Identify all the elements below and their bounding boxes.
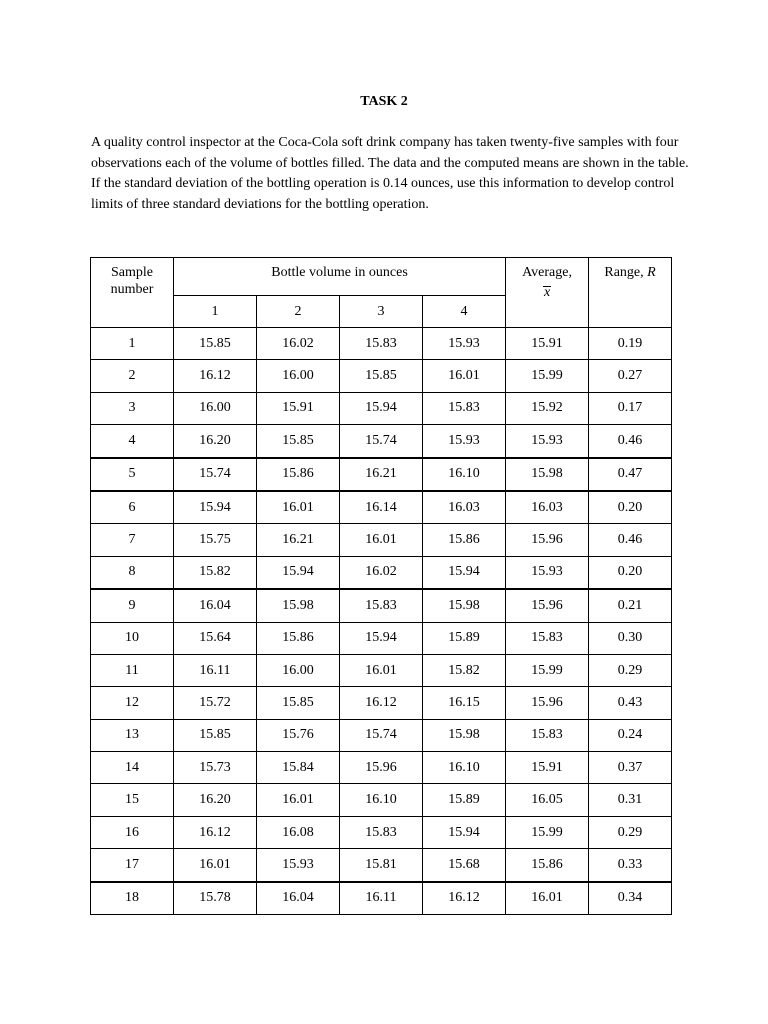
observation-cell: 16.04	[174, 589, 257, 622]
sample-cell: 6	[91, 491, 174, 524]
observation-cell: 15.94	[257, 556, 340, 589]
header-sample-line2: number	[110, 282, 154, 297]
range-cell: 0.27	[589, 360, 672, 392]
observation-cell: 15.68	[423, 849, 506, 882]
observation-cell: 15.93	[423, 425, 506, 458]
observation-cell: 16.20	[174, 784, 257, 816]
header-observation-3: 3	[340, 296, 423, 328]
bottle-volume-table	[90, 257, 672, 915]
sample-cell: 15	[91, 784, 174, 816]
observation-cell: 15.72	[174, 687, 257, 719]
range-cell: 0.20	[589, 491, 672, 524]
observation-cell: 15.76	[257, 719, 340, 751]
observation-cell: 15.83	[340, 328, 423, 360]
table-row	[91, 687, 672, 719]
observation-cell: 16.10	[340, 784, 423, 816]
sample-cell: 17	[91, 849, 174, 882]
x-bar-symbol: x	[543, 285, 551, 300]
table-row	[91, 458, 672, 491]
header-bottle-volume: Bottle volume in ounces	[174, 258, 506, 296]
table-row	[91, 654, 672, 686]
observation-cell: 15.74	[340, 425, 423, 458]
observation-cell: 16.11	[340, 882, 423, 915]
observation-cell: 15.83	[340, 589, 423, 622]
header-range	[589, 258, 672, 328]
observation-cell: 15.94	[340, 622, 423, 654]
observation-cell: 15.64	[174, 622, 257, 654]
table-row	[91, 491, 672, 524]
average-cell: 16.05	[506, 784, 589, 816]
header-sample-number	[91, 258, 174, 328]
table-row	[91, 392, 672, 424]
range-cell: 0.37	[589, 752, 672, 784]
average-cell: 15.96	[506, 524, 589, 556]
observation-cell: 15.94	[340, 392, 423, 424]
sample-cell: 9	[91, 589, 174, 622]
observation-cell: 15.86	[257, 622, 340, 654]
observation-cell: 15.74	[174, 458, 257, 491]
sample-cell: 1	[91, 328, 174, 360]
sample-cell: 7	[91, 524, 174, 556]
table-row	[91, 425, 672, 458]
header-range-label: Range,	[604, 265, 648, 280]
observation-cell: 15.91	[257, 392, 340, 424]
table-row	[91, 360, 672, 392]
observation-cell: 15.85	[257, 425, 340, 458]
observation-cell: 16.01	[340, 654, 423, 686]
range-cell: 0.20	[589, 556, 672, 589]
observation-cell: 16.15	[423, 687, 506, 719]
range-cell: 0.19	[589, 328, 672, 360]
header-average-label: Average,	[522, 265, 572, 280]
range-cell: 0.30	[589, 622, 672, 654]
observation-cell: 15.86	[257, 458, 340, 491]
range-cell: 0.43	[589, 687, 672, 719]
observation-cell: 16.08	[257, 816, 340, 848]
observation-cell: 16.00	[174, 392, 257, 424]
sample-cell: 18	[91, 882, 174, 915]
average-cell: 15.91	[506, 328, 589, 360]
average-cell: 15.93	[506, 425, 589, 458]
observation-cell: 15.84	[257, 752, 340, 784]
sample-cell: 4	[91, 425, 174, 458]
observation-cell: 16.11	[174, 654, 257, 686]
average-cell: 15.99	[506, 816, 589, 848]
header-observation-2: 2	[257, 296, 340, 328]
observation-cell: 16.01	[340, 524, 423, 556]
sample-cell: 12	[91, 687, 174, 719]
range-cell: 0.21	[589, 589, 672, 622]
range-cell: 0.29	[589, 816, 672, 848]
observation-cell: 15.94	[174, 491, 257, 524]
observation-cell: 15.86	[423, 524, 506, 556]
observation-cell: 15.81	[340, 849, 423, 882]
observation-cell: 15.85	[340, 360, 423, 392]
table-row	[91, 784, 672, 816]
table-row	[91, 816, 672, 848]
sample-cell: 11	[91, 654, 174, 686]
observation-cell: 15.85	[257, 687, 340, 719]
observation-cell: 15.94	[423, 816, 506, 848]
observation-cell: 15.83	[340, 816, 423, 848]
sample-cell: 8	[91, 556, 174, 589]
average-cell: 15.99	[506, 360, 589, 392]
table-row	[91, 328, 672, 360]
table-row	[91, 752, 672, 784]
sample-cell: 13	[91, 719, 174, 751]
average-cell: 15.93	[506, 556, 589, 589]
table-row	[91, 524, 672, 556]
range-cell: 0.33	[589, 849, 672, 882]
observation-cell: 16.12	[423, 882, 506, 915]
observation-cell: 15.82	[174, 556, 257, 589]
observation-cell: 15.93	[423, 328, 506, 360]
observation-cell: 16.01	[423, 360, 506, 392]
average-cell: 15.96	[506, 687, 589, 719]
observation-cell: 16.02	[257, 328, 340, 360]
observation-cell: 15.89	[423, 622, 506, 654]
observation-cell: 15.78	[174, 882, 257, 915]
average-cell: 15.83	[506, 622, 589, 654]
observation-cell: 15.96	[340, 752, 423, 784]
range-cell: 0.34	[589, 882, 672, 915]
sample-cell: 2	[91, 360, 174, 392]
observation-cell: 16.12	[174, 816, 257, 848]
observation-cell: 16.21	[257, 524, 340, 556]
observation-cell: 16.12	[340, 687, 423, 719]
observation-cell: 15.98	[423, 719, 506, 751]
table-row	[91, 556, 672, 589]
observation-cell: 16.04	[257, 882, 340, 915]
sample-cell: 5	[91, 458, 174, 491]
observation-cell: 15.85	[174, 328, 257, 360]
average-cell: 15.98	[506, 458, 589, 491]
observation-cell: 15.83	[423, 392, 506, 424]
observation-cell: 15.73	[174, 752, 257, 784]
observation-cell: 15.93	[257, 849, 340, 882]
average-cell: 15.91	[506, 752, 589, 784]
observation-cell: 16.01	[257, 491, 340, 524]
header-observation-4: 4	[423, 296, 506, 328]
average-cell: 16.01	[506, 882, 589, 915]
header-observation-1: 1	[174, 296, 257, 328]
header-average	[506, 258, 589, 328]
sample-cell: 16	[91, 816, 174, 848]
average-cell: 15.92	[506, 392, 589, 424]
table-row	[91, 589, 672, 622]
task-description: A quality control inspector at the Coca-Cola soft drink company has taken twenty-five samples with four observations each of the volume of bottles filled. The data and the computed means are shown in the table. If the standard deviation of the bottling operation is 0.14 ounces, use this information to develop control limits of three standard deviations for the bottling operation.	[91, 135, 689, 213]
observation-cell: 16.10	[423, 458, 506, 491]
observation-cell: 15.89	[423, 784, 506, 816]
sample-cell: 3	[91, 392, 174, 424]
sample-cell: 14	[91, 752, 174, 784]
table-row	[91, 719, 672, 751]
observation-cell: 16.10	[423, 752, 506, 784]
observation-cell: 16.03	[423, 491, 506, 524]
average-cell: 15.86	[506, 849, 589, 882]
observation-cell: 16.00	[257, 654, 340, 686]
task-title: TASK 2	[360, 94, 408, 109]
range-cell: 0.24	[589, 719, 672, 751]
range-cell: 0.46	[589, 425, 672, 458]
table-row	[91, 849, 672, 882]
observation-cell: 15.85	[174, 719, 257, 751]
header-sample-line1: Sample	[111, 265, 153, 280]
range-cell: 0.46	[589, 524, 672, 556]
observation-cell: 16.01	[174, 849, 257, 882]
table-body	[91, 328, 672, 915]
average-cell: 16.03	[506, 491, 589, 524]
observation-cell: 15.82	[423, 654, 506, 686]
observation-cell: 15.98	[423, 589, 506, 622]
average-cell: 15.83	[506, 719, 589, 751]
table-row	[91, 622, 672, 654]
sample-cell: 10	[91, 622, 174, 654]
range-cell: 0.31	[589, 784, 672, 816]
range-symbol: R	[647, 265, 656, 280]
observation-cell: 16.14	[340, 491, 423, 524]
observation-cell: 15.98	[257, 589, 340, 622]
average-cell: 15.99	[506, 654, 589, 686]
observation-cell: 16.02	[340, 556, 423, 589]
range-cell: 0.17	[589, 392, 672, 424]
observation-cell: 16.00	[257, 360, 340, 392]
range-cell: 0.47	[589, 458, 672, 491]
range-cell: 0.29	[589, 654, 672, 686]
observation-cell: 16.21	[340, 458, 423, 491]
table-row	[91, 882, 672, 915]
observation-cell: 15.94	[423, 556, 506, 589]
observation-cell: 15.74	[340, 719, 423, 751]
observation-cell: 16.12	[174, 360, 257, 392]
observation-cell: 16.20	[174, 425, 257, 458]
average-cell: 15.96	[506, 589, 589, 622]
observation-cell: 16.01	[257, 784, 340, 816]
observation-cell: 15.75	[174, 524, 257, 556]
